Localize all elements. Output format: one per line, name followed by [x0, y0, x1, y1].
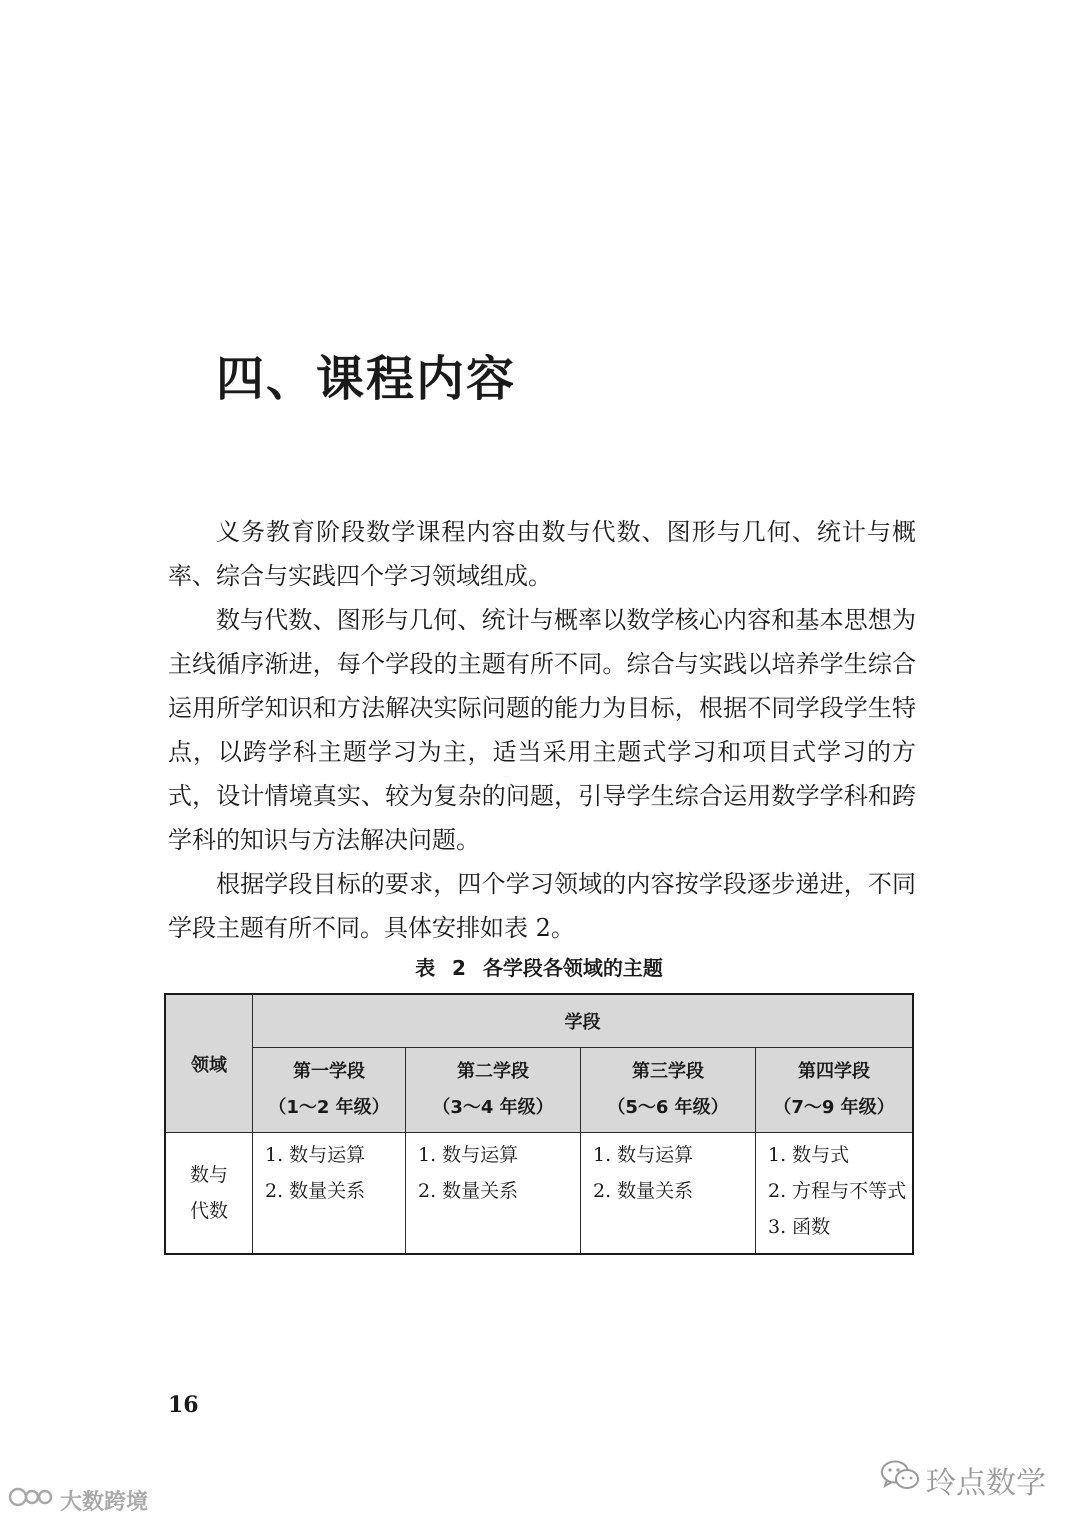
table-caption: 表 2 各学段各领域的主题: [415, 956, 663, 980]
watermark-right-text: 玲点数学: [926, 1466, 1046, 1501]
header-stage-1: [253, 1048, 406, 1133]
domain-label-line: 数与: [189, 1164, 228, 1186]
header-stage-2: [406, 1048, 581, 1133]
stage-range: （5～6 年级）: [607, 1097, 729, 1118]
stage-name: 第四学段: [798, 1061, 870, 1082]
watermark-left-text: 大数跨境: [60, 1489, 149, 1515]
header-phase: 学段: [253, 994, 914, 1048]
topic-cell-stage-4: [756, 1133, 914, 1255]
watermark-right: [880, 1458, 1046, 1502]
topic-item: 2. 数量关系: [593, 1180, 694, 1202]
topic-item: 1. 数与运算: [265, 1144, 366, 1166]
stage-name: 第三学段: [632, 1061, 704, 1082]
table-stage-row: [165, 1048, 913, 1133]
stage-range: （1～2 年级）: [268, 1097, 390, 1118]
table-header-row: [165, 994, 913, 1048]
topic-item: 1. 数与运算: [418, 1144, 519, 1166]
paragraph-intro: 义务教育阶段数学课程内容由数与代数、图形与几何、统计与概率、综合与实践四个学习领域组成。: [168, 518, 916, 590]
domain-cell: [165, 1133, 253, 1255]
stage-name: 第二学段: [457, 1061, 529, 1082]
topic-item: 2. 数量关系: [418, 1180, 519, 1202]
brand-logo-icon: [8, 1484, 54, 1516]
domain-label-line: 代数: [189, 1200, 228, 1222]
table-row: [165, 1133, 913, 1255]
section-heading: 四、课程内容: [216, 351, 517, 407]
topic-cell-stage-1: [253, 1133, 406, 1255]
topic-item: 1. 数与运算: [593, 1144, 694, 1166]
topic-cell-stage-2: [406, 1133, 581, 1255]
topic-cell-stage-3: [581, 1133, 756, 1255]
wechat-icon: [880, 1459, 920, 1501]
stage-range: （3～4 年级）: [432, 1097, 554, 1118]
paragraph-content-overview: 数与代数、图形与几何、统计与概率以数学核心内容和基本思想为主线循序渐进，每个学段的主题有所不同。综合与实践以培养学生综合运用所学知识和方法解决实际问题的能力为目标，根据不同学段学生特点，以跨学科主题学习为主，适当采用主题式学习和项目式学习的方式，设计情境真实、较为复杂的问题，引导学生综合运用数学学科和跨学科的知识与方法解决问题。: [168, 606, 916, 854]
watermark-left: [8, 1484, 148, 1516]
stage-range: （7～9 年级）: [773, 1097, 895, 1118]
header-stage-3: [581, 1048, 756, 1133]
topic-item: 3. 函数: [768, 1216, 831, 1238]
header-domain: 领域: [165, 994, 253, 1133]
topics-table: [164, 993, 914, 1255]
topic-item: 1. 数与式: [768, 1144, 850, 1166]
topic-item: 2. 方程与不等式: [768, 1180, 907, 1202]
header-stage-4: [756, 1048, 914, 1133]
stage-name: 第一学段: [293, 1061, 365, 1082]
page-number: 16: [168, 1392, 199, 1418]
topic-item: 2. 数量关系: [265, 1180, 366, 1202]
paragraph-arrangement: 根据学段目标的要求，四个学习领域的内容按学段逐步递进，不同学段主题有所不同。具体安排如表 2。: [168, 870, 916, 942]
